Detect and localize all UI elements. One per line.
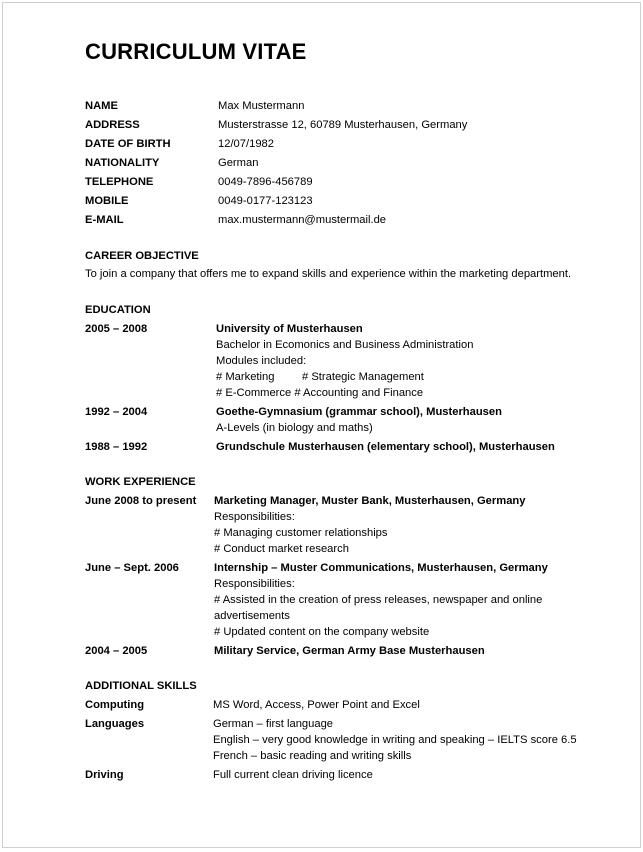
work-line: advertisements	[214, 610, 290, 622]
education-period: 1992 – 2004	[85, 406, 148, 418]
work-line: Responsibilities:	[214, 511, 295, 523]
work-title: Internship – Muster Communications, Musterhausen, Germany	[214, 562, 548, 574]
work-line: # Managing customer relationships	[214, 527, 388, 539]
work-period: 2004 – 2005	[85, 645, 148, 657]
work-period: June – Sept. 2006	[85, 562, 179, 574]
work-line: Responsibilities:	[214, 578, 295, 590]
education-line: A-Levels (in biology and maths)	[216, 422, 373, 434]
skill-line: MS Word, Access, Power Point and Excel	[213, 699, 420, 711]
section-heading-skills: ADDITIONAL SKILLS	[85, 680, 197, 692]
skill-line: German – first language	[213, 718, 334, 730]
skill-line: English – very good knowledge in writing and speaking – IELTS score 6.5	[213, 734, 577, 746]
personal-label: ADDRESS	[85, 119, 140, 131]
education-title: Goethe-Gymnasium (grammar school), Musterhausen	[216, 406, 502, 418]
section-heading-career: CAREER OBJECTIVE	[85, 250, 199, 262]
personal-value: Max Mustermann	[218, 100, 305, 112]
education-line: Modules included:	[216, 355, 307, 367]
education-title: Grundschule Musterhausen (elementary school), Musterhausen	[216, 441, 555, 453]
section-heading-work: WORK EXPERIENCE	[85, 476, 196, 488]
personal-value: Musterstrasse 12, 60789 Musterhausen, Germany	[218, 119, 468, 131]
education-period: 1988 – 1992	[85, 441, 148, 453]
education-modules-row	[216, 369, 424, 385]
page-title: CURRICULUM VITAE	[85, 39, 307, 64]
work-title: Marketing Manager, Muster Bank, Musterhausen, Germany	[214, 495, 526, 507]
personal-value: 12/07/1982	[218, 138, 274, 150]
section-heading-education: EDUCATION	[85, 304, 151, 316]
education-title: University of Musterhausen	[216, 323, 363, 335]
personal-label: NATIONALITY	[85, 157, 160, 169]
personal-value: 0049-7896-456789	[218, 176, 313, 188]
personal-label: NAME	[85, 100, 118, 112]
personal-label: TELEPHONE	[85, 176, 154, 188]
skill-label: Computing	[85, 699, 145, 711]
education-module: # E-Commerce	[216, 387, 292, 399]
personal-value: German	[218, 157, 259, 169]
work-line: # Conduct market research	[214, 543, 349, 555]
skill-line: French – basic reading and writing skills	[213, 750, 412, 762]
work-period: June 2008 to present	[85, 495, 197, 507]
work-title: Military Service, German Army Base Musterhausen	[214, 645, 485, 657]
education-period: 2005 – 2008	[85, 323, 148, 335]
career-objective-text: To join a company that offers me to expand skills and experience within the marketing department.	[85, 268, 572, 280]
education-module: # Strategic Management	[302, 371, 424, 383]
skill-label: Languages	[85, 718, 145, 730]
skill-line: Full current clean driving licence	[213, 769, 373, 781]
personal-label: MOBILE	[85, 195, 129, 207]
work-line: # Assisted in the creation of press releases, newspaper and online	[214, 594, 543, 606]
personal-label: E-MAIL	[85, 214, 124, 226]
personal-value: max.mustermann@mustermail.de	[218, 214, 387, 226]
skill-label: Driving	[85, 769, 124, 781]
education-modules-row	[216, 385, 423, 401]
education-module: # Accounting and Finance	[294, 387, 424, 399]
work-line: # Updated content on the company website	[214, 626, 430, 638]
personal-value: 0049-0177-123123	[218, 195, 313, 207]
education-module: # Marketing	[216, 371, 275, 383]
cv-page	[2, 2, 641, 848]
education-line: Bachelor in Ecomonics and Business Administration	[216, 339, 474, 351]
personal-label: DATE OF BIRTH	[85, 138, 171, 150]
